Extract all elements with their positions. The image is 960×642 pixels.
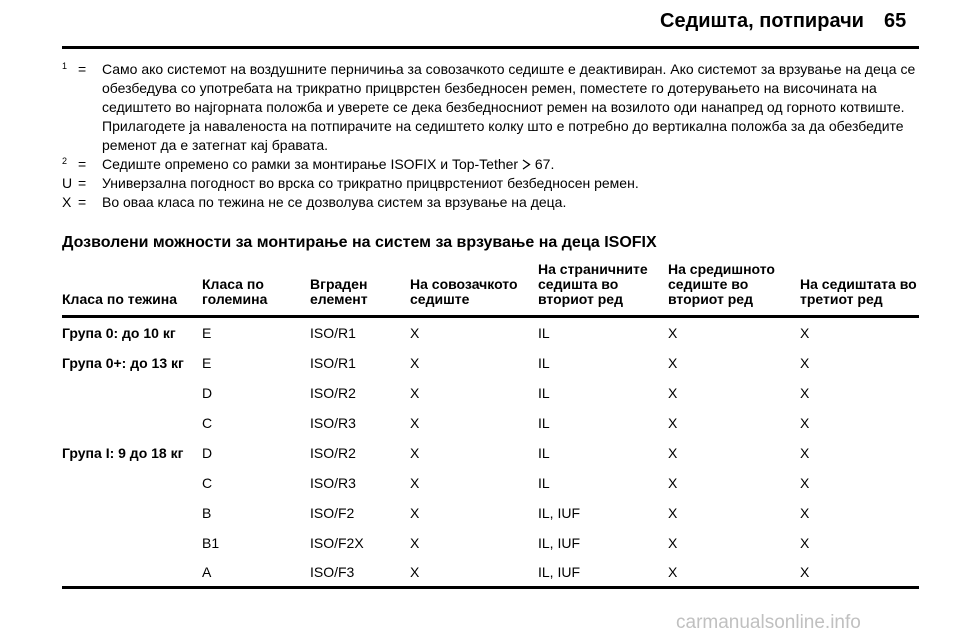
fixture-cell: ISO/F2X [310,535,364,551]
footnote-key: 1 [62,61,68,71]
footnote-equals: = [78,61,87,77]
front-passenger-cell: X [410,385,420,401]
table-row [62,378,919,408]
page-reference[interactable]: 67. [534,156,555,172]
fixture-cell: ISO/R2 [310,445,356,461]
second-row-outer-cell: IL [538,325,550,341]
footnote-equals: = [78,175,87,191]
front-passenger-cell: X [410,558,538,588]
table-row [62,348,919,378]
fixture-cell: ISO/R2 [310,385,356,401]
second-row-outer-cell: IL, IUF [538,535,581,551]
table-row [62,317,919,349]
third-row-cell: X [800,558,919,588]
second-row-outer-cell: IL [538,475,550,491]
footnotes [62,60,922,212]
second-row-outer-cell: IL, IUF [538,558,668,588]
weight-class-cell: Група 0+: до 13 кг [62,355,184,371]
footnote-equals: = [78,194,87,210]
size-class-cell: C [202,415,213,431]
size-class-cell: C [202,475,213,491]
column-header: Вграден елемент [310,262,410,317]
isofix-table [62,262,919,589]
size-class-cell: D [202,445,213,461]
third-row-cell: X [800,385,810,401]
size-class-cell: E [202,325,212,341]
second-row-outer-cell: IL [538,385,550,401]
second-row-center-cell: X [668,535,678,551]
second-row-outer-cell: IL [538,415,550,431]
third-row-cell: X [800,325,810,341]
table-row [62,438,919,468]
fixture-cell: ISO/R1 [310,355,356,371]
footnote [62,193,922,212]
size-class-cell: A [202,558,310,588]
second-row-center-cell: X [668,325,678,341]
fixture-cell: ISO/R3 [310,415,356,431]
header-divider [62,46,919,49]
second-row-center-cell: X [668,445,678,461]
watermark: carmanualsonline.info [676,612,861,633]
section-heading: Дозволени можности за монтирање на систем за врзување на деца ISOFIX [62,234,657,251]
page-number: 65 [884,10,907,32]
front-passenger-cell: X [410,415,420,431]
second-row-center-cell: X [668,415,678,431]
footnote-key: 2 [62,156,68,166]
table-row [62,528,919,558]
front-passenger-cell: X [410,355,420,371]
column-header: На страничните седишта во вториот ред [538,262,668,317]
second-row-outer-cell: IL [538,445,550,461]
weight-class-cell [62,558,202,588]
column-header: На седиштата во третиот ред [800,262,919,317]
footnote-text-body: Седиште опремено со рамки за монтирање ISOFIX и Top-Tether [102,156,519,172]
footnote-text [102,155,922,174]
second-row-outer-cell: IL [538,355,550,371]
second-row-center-cell: X [668,355,678,371]
second-row-center-cell: X [668,558,800,588]
table-row [62,498,919,528]
weight-class-cell [62,408,202,438]
size-class-cell: E [202,355,212,371]
footnote [62,155,922,174]
footnote-text: Универзална погодност во врска со трикратно прицврстениот безбедносен ремен. [102,175,639,191]
third-row-cell: X [800,415,810,431]
third-row-cell: X [800,445,810,461]
fixture-cell: ISO/R1 [310,325,356,341]
footnote-text: Во оваа класа по тежина не се дозволува систем за врзување на деца. [102,194,567,210]
weight-class-cell [62,498,202,528]
weight-class-cell [62,468,202,498]
footnote-key: X [62,194,72,210]
second-row-outer-cell: IL, IUF [538,505,581,521]
second-row-center-cell: X [668,505,678,521]
column-header: Класа по тежина [62,262,202,317]
fixture-cell: ISO/R3 [310,475,356,491]
front-passenger-cell: X [410,505,420,521]
third-row-cell: X [800,505,810,521]
weight-class-cell [62,528,202,558]
size-class-cell: B [202,505,212,521]
table-row [62,468,919,498]
front-passenger-cell: X [410,535,420,551]
footnote-equals: = [78,156,87,172]
weight-class-cell: Група I: 9 до 18 кг [62,445,184,461]
page-title: Седишта, потпирачи [660,10,864,32]
third-row-cell: X [800,535,810,551]
front-passenger-cell: X [410,325,420,341]
footnote-key: U [62,175,73,191]
column-header: На средишното седиште во вториот ред [668,262,800,317]
arrow-reference-icon [522,159,531,170]
footnote-text: Само ако системот на воздушните перничиња за совозачкото седиште е деактивиран. Ако системот за врзување на деца се обезбедува со употребата на трикратно прицврстен безбедносен ремен, поместете го дотерувањето на височината на седиштето во најгорната положба и уверете се дека безбедносниот ремен на возилото оди нанапред од горното котвиште. Прилагодете ја наваленоста на потпирачите на седиштето колку што е потребно до вертикална положба за да обезбедите ременот да е затегнат кај бравата. [102,61,916,153]
column-header: На совозачкото седиште [410,262,538,317]
weight-class-cell [62,378,202,408]
table-row [62,408,919,438]
footnote [62,60,922,155]
second-row-center-cell: X [668,475,678,491]
size-class-cell: B1 [202,535,220,551]
front-passenger-cell: X [410,445,420,461]
front-passenger-cell: X [410,475,420,491]
table-header-row [62,262,919,317]
size-class-cell: D [202,385,213,401]
third-row-cell: X [800,355,810,371]
column-header: Класа по големина [202,262,310,317]
weight-class-cell: Група 0: до 10 кг [62,325,176,341]
table-row [62,558,919,588]
fixture-cell: ISO/F3 [310,558,410,588]
second-row-center-cell: X [668,385,678,401]
footnote [62,174,922,193]
fixture-cell: ISO/F2 [310,505,355,521]
third-row-cell: X [800,475,810,491]
